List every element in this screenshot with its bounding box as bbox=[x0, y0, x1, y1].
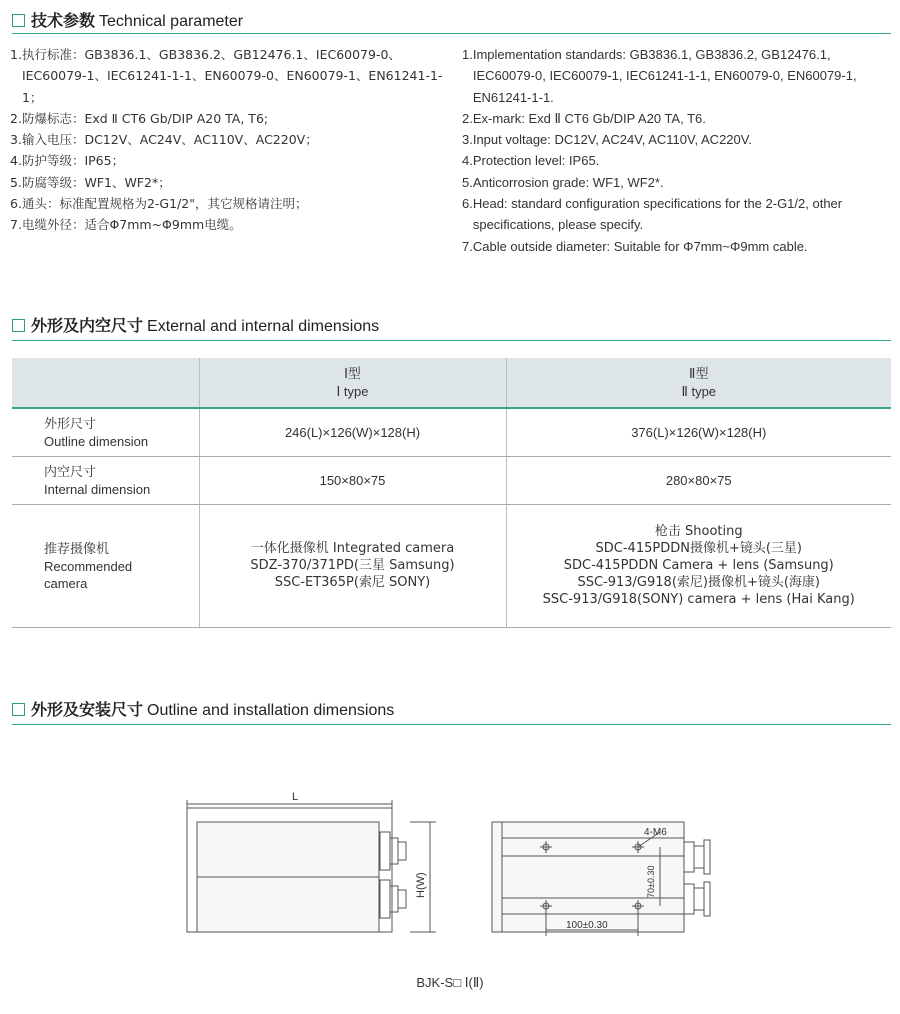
param-number: 1. bbox=[10, 47, 22, 62]
row-label-outline: 外形尺寸 Outline dimension bbox=[12, 408, 199, 456]
param-text: Anticorrosion grade: WF1, WF2*. bbox=[472, 174, 664, 190]
section-divider bbox=[12, 340, 891, 341]
param-item bbox=[462, 236, 892, 257]
param-text: Implementation standards: GB3836.1, GB3836.2, GB12476.1, IEC60079-0, IEC60079-1, IEC61241-1-1, EN60079-0, EN60079-1, EN61241-1-1. bbox=[472, 47, 857, 105]
param-text: Head: standard configuration specifications for the 2-G1/2, other specifications, please specify. bbox=[472, 196, 843, 233]
param-number: 1. bbox=[462, 47, 473, 62]
param-number: 2. bbox=[462, 110, 473, 126]
param-text: 执行标准：GB3836.1、GB3836.2、GB12476.1、IEC60079-0、IEC60079-1、IEC61241-1-1、EN60079-0、EN60079-1、EN61241-1-1； bbox=[21, 47, 443, 105]
param-number: 7. bbox=[462, 238, 473, 254]
param-item bbox=[10, 150, 450, 171]
param-item bbox=[10, 172, 450, 193]
param-text: 通头：标准配置规格为2-G1/2"，其它规格请注明； bbox=[21, 196, 308, 212]
section-title-dimensions: 外形及内空尺寸 External and internal dimensions bbox=[12, 313, 379, 336]
param-number: 3. bbox=[10, 132, 22, 148]
dim-label-100: 100±0.30 bbox=[566, 920, 608, 931]
param-text: Input voltage: DC12V, AC24V, AC110V, AC220V. bbox=[472, 132, 752, 148]
side-view-drawing bbox=[492, 822, 710, 936]
params-list-chinese bbox=[10, 44, 450, 236]
param-text: 电缆外径：适合Φ7mm~Φ9mm电缆。 bbox=[21, 217, 242, 233]
param-item bbox=[462, 193, 892, 236]
outline-type1-value: 246(L)×126(W)×128(H) bbox=[199, 408, 506, 456]
checkbox-square-icon bbox=[12, 703, 25, 716]
param-item bbox=[10, 193, 450, 214]
param-number: 6. bbox=[10, 196, 22, 212]
model-caption: BJK-S□ Ⅰ(Ⅱ) bbox=[416, 975, 484, 990]
param-text: 输入电压：DC12V、AC24V、AC110V、AC220V； bbox=[21, 132, 318, 148]
camera-type1-list: 一体化摄像机 Integrated camera SDZ-370/371PD(三星 Samsung) SSC-ET365P(索尼 SONY) bbox=[199, 504, 506, 627]
param-number: 4. bbox=[462, 153, 473, 169]
param-item bbox=[10, 129, 450, 150]
param-item bbox=[462, 129, 892, 150]
outline-drawing bbox=[0, 760, 900, 960]
table-header-type1: Ⅰ型 Ⅰ type bbox=[199, 358, 506, 408]
row-label-camera: 推荐摄像机 Recommended camera bbox=[12, 504, 199, 627]
param-item bbox=[10, 44, 450, 108]
param-item bbox=[462, 150, 892, 171]
param-item bbox=[462, 44, 892, 108]
param-number: 4. bbox=[10, 153, 22, 169]
param-number: 3. bbox=[462, 132, 473, 148]
param-item bbox=[10, 214, 450, 235]
table-row bbox=[12, 504, 891, 627]
param-number: 5. bbox=[10, 174, 22, 190]
param-item bbox=[462, 172, 892, 193]
params-list-english bbox=[462, 44, 892, 257]
param-number: 7. bbox=[10, 217, 22, 233]
dim-label-70: 70±0.30 bbox=[646, 865, 656, 898]
camera-type2-list: 枪击 Shooting SDC-415PDDN摄像机+镜头(三星) SDC-415PDDN Camera + lens (Samsung) SSC-913/G918(索尼)摄像机+镜头(海康) SSC-913/G918(SONY) camera + lens (Hai Kang) bbox=[506, 504, 891, 627]
checkbox-square-icon bbox=[12, 14, 25, 27]
param-item bbox=[462, 108, 892, 129]
checkbox-square-icon bbox=[12, 319, 25, 332]
dim-label-H: H(W) bbox=[415, 872, 427, 898]
table-row bbox=[12, 408, 891, 456]
table-header-row bbox=[12, 358, 891, 408]
outline-type2-value: 376(L)×126(W)×128(H) bbox=[506, 408, 891, 456]
param-text: 防腐等级：WF1、WF2*； bbox=[21, 174, 171, 190]
param-number: 5. bbox=[462, 174, 473, 190]
param-number: 2. bbox=[10, 110, 22, 126]
table-row bbox=[12, 456, 891, 504]
table-header-type2: Ⅱ型 Ⅱ type bbox=[506, 358, 891, 408]
row-label-internal: 内空尺寸 Internal dimension bbox=[12, 456, 199, 504]
param-text: Cable outside diameter: Suitable for Φ7mm~Φ9mm cable. bbox=[472, 238, 808, 254]
param-text: 防爆标志：Exd Ⅱ CT6 Gb/DIP A20 TA, T6; bbox=[21, 110, 269, 126]
section-divider bbox=[12, 33, 891, 34]
internal-type1-value: 150×80×75 bbox=[199, 456, 506, 504]
param-text: Protection level: IP65. bbox=[472, 153, 600, 169]
param-item bbox=[10, 108, 450, 129]
section-title-technical: 技术参数 Technical parameter bbox=[12, 8, 243, 31]
dim-label-L: L bbox=[292, 791, 299, 803]
param-text: Ex-mark: Exd Ⅱ CT6 Gb/DIP A20 TA, T6. bbox=[472, 110, 706, 126]
param-text: 防护等级：IP65； bbox=[21, 153, 125, 169]
section-title-outline: 外形及安装尺寸 Outline and installation dimensions bbox=[12, 697, 394, 720]
param-number: 6. bbox=[462, 196, 473, 212]
front-view-drawing bbox=[187, 800, 436, 932]
dimensions-table bbox=[12, 358, 891, 628]
internal-type2-value: 280×80×75 bbox=[506, 456, 891, 504]
table-header-empty bbox=[12, 358, 199, 408]
section-divider bbox=[12, 724, 891, 725]
dim-label-M6: 4-M6 bbox=[644, 827, 667, 838]
